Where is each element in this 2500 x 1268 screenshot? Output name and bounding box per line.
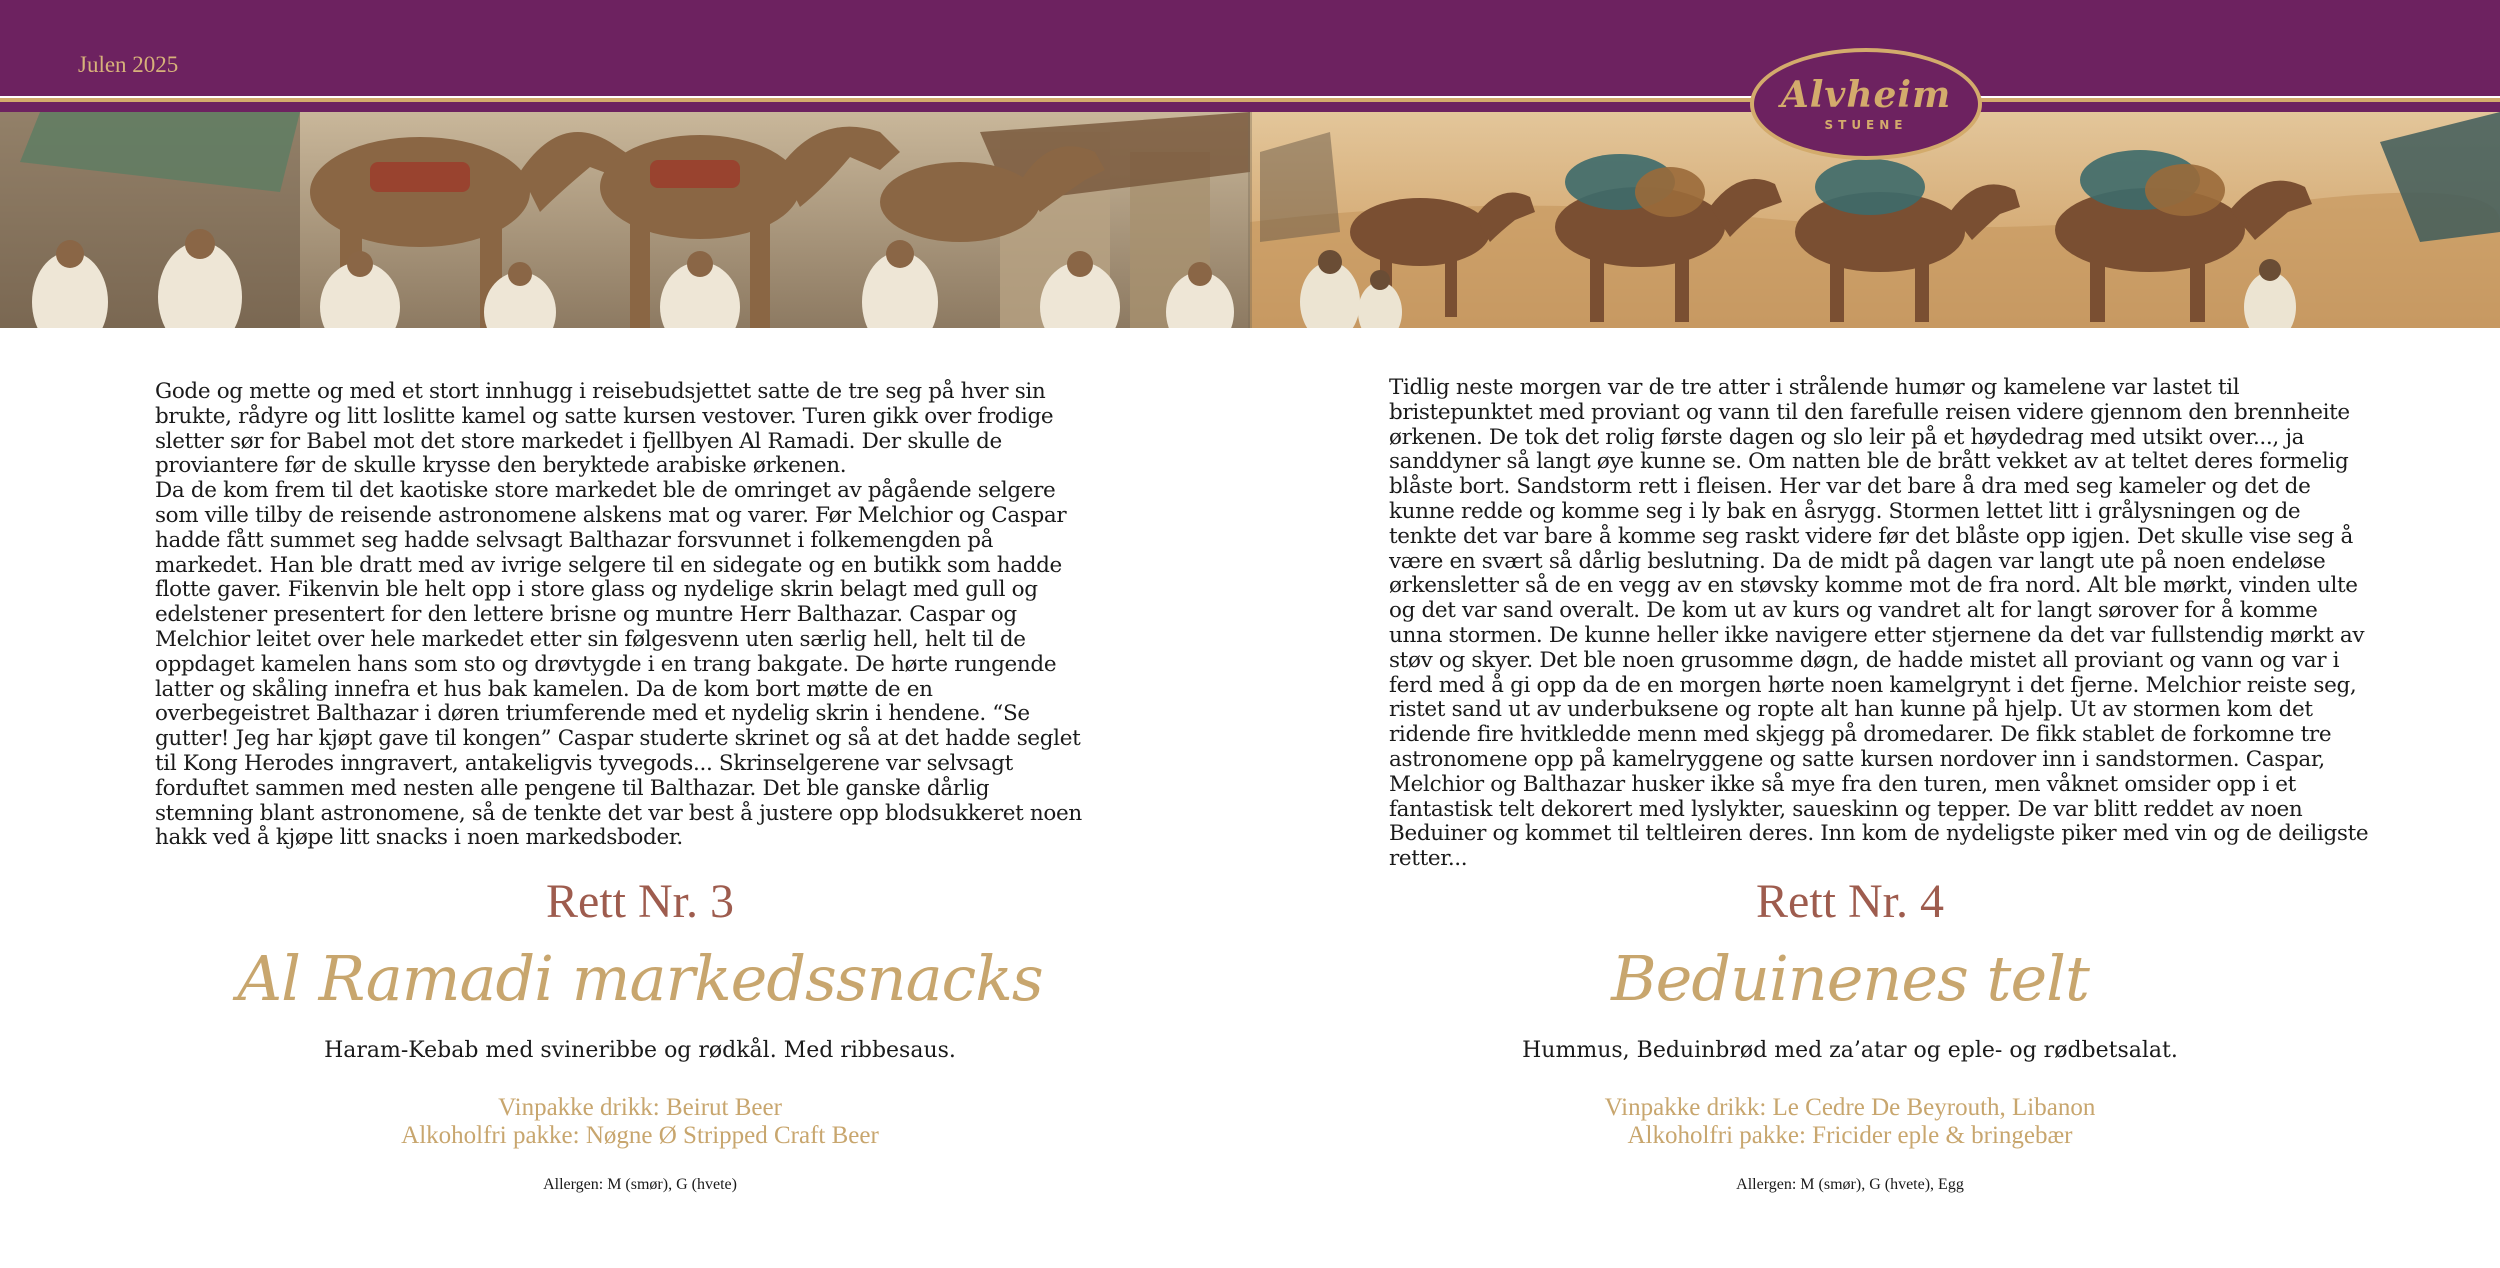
camel-caravan-illustration (0, 112, 2500, 328)
logo-brand: Alvheim (1780, 74, 1952, 116)
story-right (1389, 376, 2369, 872)
dish-card-4 (1390, 870, 2310, 1194)
dish-description: Haram-Kebab med svineribbe og rødkål. Med ribbesaus. (324, 1038, 956, 1063)
wine-pairing: Vinpakke drikk: Le Cedre De Beyrouth, Libanon (1604, 1094, 2096, 1121)
allergen-info: Allergen: M (smør), G (hvete), Egg (1736, 1176, 1964, 1193)
dish-card-3 (180, 870, 1100, 1194)
header-band (0, 0, 2500, 96)
story-left (155, 380, 1085, 851)
nonalcoholic-pairing: Alkoholfri pakke: Fricider eple & bringebær (1627, 1122, 2073, 1149)
illustration-banner (0, 112, 2500, 328)
allergen-info: Allergen: M (smør), G (hvete) (543, 1176, 737, 1193)
logo-subtitle: STUENE (1824, 118, 1908, 132)
dish-name: Al Ramadi markedssnacks (237, 942, 1043, 1015)
story-paragraph: Gode og mette og med et stort innhugg i reisebudsjettet satte de tre seg på hver sin brukte, rådyre og litt loslitte kamel og satte kursen vestover. Turen gikk over frodige sletter sør for Babel mot det store markedet i fjellbyen Al Ramadi. Der skulle de proviantere før de skulle krysse den beryktede arabiske ørkenen. (155, 379, 1054, 479)
header-thin-band (0, 102, 2500, 112)
dish-number: Rett Nr. 4 (1756, 875, 1944, 928)
story-paragraph: Tidlig neste morgen var de tre atter i strålende humør og kamelene var lastet til bristepunktet med proviant og vann til den farefulle reisen videre gjennom den brennheite ørkenen. De tok det rolig første dagen og slo leir på et høydedrag med utsikt over..., ja sanddyner så langt øye kunne se. Om natten ble de brått vekket av at teltet deres formelig blåste bort. Sandstorm rett i fleisen. Her var det bare å dra med seg kameler og det de kunne redde og komme seg i ly bak en åsrygg. Stormen lettet litt i grålysningen og de tenkte det var bare å komme seg raskt videre før det blåste opp igjen. Det skulle vise seg å være en svært så dårlig beslutning. Da de midt på dagen var langt ute på noen endeløse ørkensletter så de en vegg av en støvsky komme mot de fra nord. Alt ble mørkt, vinden ulte og det var sand overalt. De kom ut av kurs og vandret alt for langt sørover for å komme unna stormen. De kunne heller ikke navigere etter stjernene da det var fullstendig mørkt av støv og skyer. Det ble noen grusomme døgn, de hadde mistet all proviant og vann og var i ferd med å gi opp da de en morgen hørte noen kamelgrynt i det fjerne. Melchior reiste seg, ristet sand ut av underbuksene og ropte alt han kunne på hjelp. Ut av stormen kom det ridende fire hvitkledde menn med skjegg på dromedarer. De fikk stablet de forkomne tre astronomene opp på kamelryggene og satte kursen nordover inn i sandstormen. Caspar, Melchior og Balthazar husker ikke så mye fra den turen, men våknet omsider opp i et fantastisk telt dekorert med lyslykter, saueskinn og tepper. De var blitt reddet av noen Beduiner og kommet til teltleiren deres. Inn kom de nydeligste piker med vin og de deiligste retter... (1389, 375, 2369, 872)
header-label: Julen 2025 (78, 52, 179, 77)
wine-pairing: Vinpakke drikk: Beirut Beer (498, 1094, 782, 1121)
dish-description: Hummus, Beduinbrød med za’atar og eple- og rødbetsalat. (1522, 1038, 2178, 1063)
story-paragraph: Da de kom frem til det kaotiske store markedet ble de omringet av pågående selgere som ville tilby de reisende astronomene alskens mat og varer. Før Melchior og Caspar hadde fått summet seg hadde selvsagt Balthazar forsvunnet i folkemengden på markedet. Han ble dratt med av ivrige selgere til en sidegate og en butikk som hadde flotte gaver. Fikenvin ble helt opp i store glass og nydelige skrin belagt med gull og edelstener presentert for den lettere brisne og muntre Herr Balthazar. Caspar og Melchior leitet over hele markedet etter sin følgesvenn uten særlig hell, helt til de oppdaget kamelen hans som sto og drøvtygde i en trang bakgate. De hørte rungende latter og skåling innefra et hus bak kamelen. Da de kom bort møtte de en overbegeistret Balthazar i døren triumferende med et nydelig skrin i hendene. “Se gutter! Jeg har kjøpt gave til kongen” Caspar studerte skrinet og så at det hadde seglet til Kong Herodes inngravert, antakeligvis tyvegods... Skrinselgerene var selvsagt forduftet sammen med nesten alle pengene til Balthazar. Det ble ganske dårlig stemning blant astronomene, så de tenkte det var best å justere opp blodsukkeret noen hakk ved å kjøpe litt snacks i noen markedsboder. (155, 478, 1082, 851)
dish-number: Rett Nr. 3 (546, 875, 734, 928)
nonalcoholic-pairing: Alkoholfri pakke: Nøgne Ø Stripped Craft Beer (401, 1122, 879, 1149)
dish-name: Beduinenes telt (1611, 942, 2089, 1015)
alvheim-logo (1750, 48, 1982, 160)
